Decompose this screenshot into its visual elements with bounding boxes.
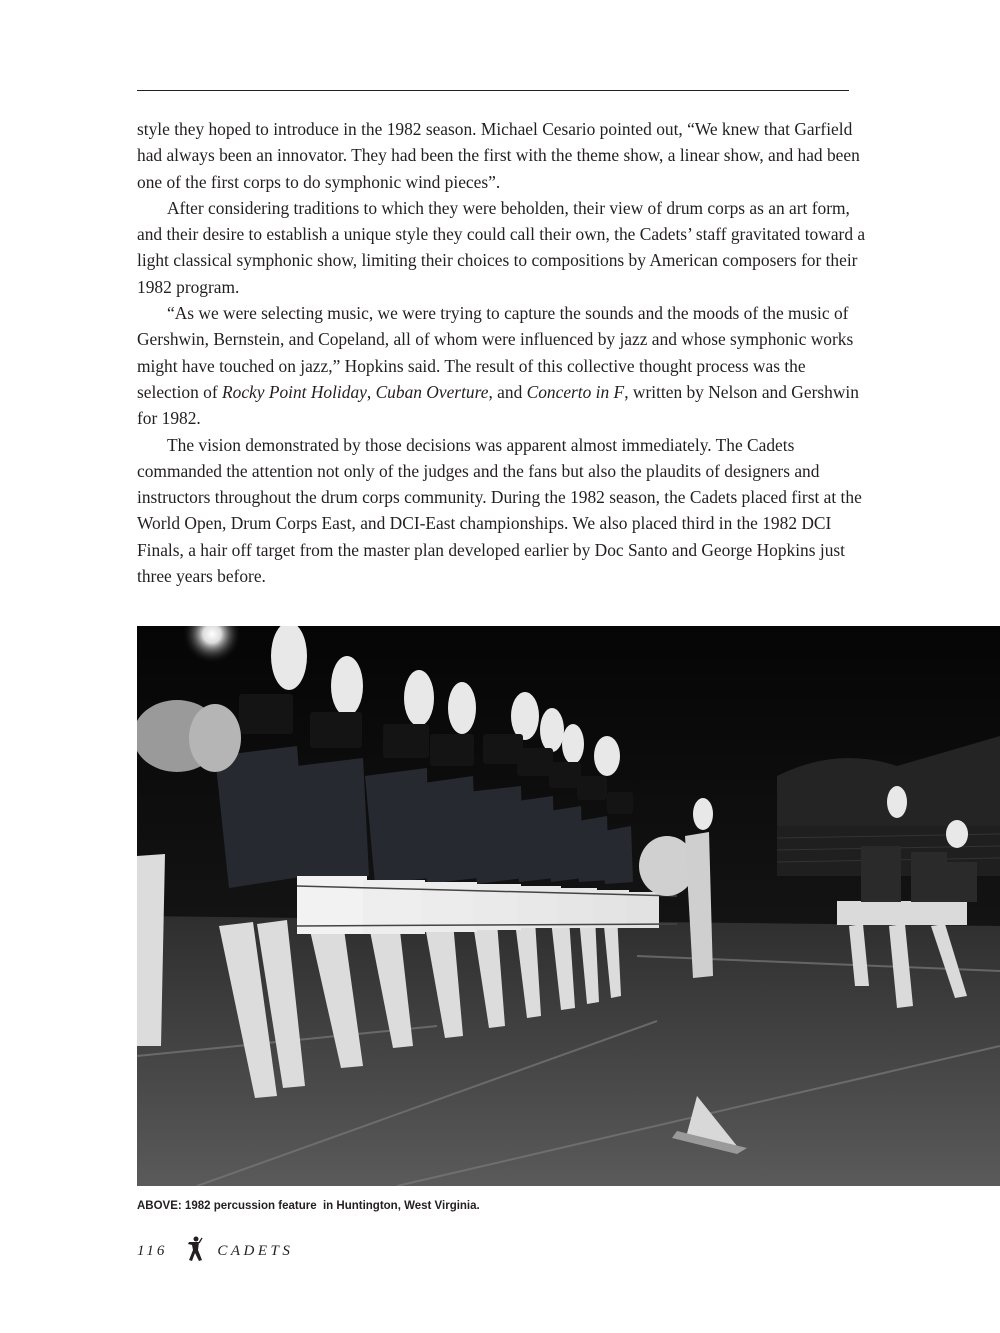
page-number: 116 [137,1242,168,1259]
paragraph-3-tail: , written by Nelson and Gershwin for 1982. [137,381,859,429]
drumline-photo [137,626,1000,1186]
article-body [137,116,867,589]
title-concerto-in-f: Concerto in F [526,381,625,402]
paragraph-4: The vision demonstrated by those decisions was apparent almost immediately. The Cadets commanded the attention not only of the judges and the fans but also the plaudits of designers and instructors throughout the drum corps community. During the 1982 season, the Cadets placed first at the World Open, Drum Corps East, and DCI-East championships. We also placed third in the 1982 DCI Finals, a hair off target from the master plan developed earlier by Doc Santo and George Hopkins just three years before. [137,434,862,587]
paragraph-3-text: “As we were selecting music, we were trying to capture the sounds and the moods of the music of Gershwin, Bernstein, and Copeland, all of whom were influenced by jazz and whose symphonic works might have touched on jazz,” Hopkins said. The result of this collective thought process was the selection of [137,303,854,402]
title-rocky-point-holiday: Rocky Point Holiday [222,381,367,402]
paragraph-1: style they hoped to introduce in the 1982 season. Michael Cesario pointed out, “We knew that Garfield had always been an innovator. They had been the first with the theme show, a linear show, and had been one of the first corps to do symphonic wind pieces”. [137,119,860,192]
title-cuban-overture: Cuban Overture [375,381,489,402]
section-title: CADETS [217,1242,294,1259]
photo-caption: ABOVE: 1982 percussion feature in Huntington, West Virginia. [137,1200,480,1212]
header-rule [137,90,849,91]
paragraph-2: After considering traditions to which they were beholden, their view of drum corps as an art form, and their desire to establish a unique style they could call their own, the Cadets’ staff gravitated toward a light classical symphonic show, limiting their choices to compositions by American composers for their 1982 program. [137,197,866,297]
paragraph-3 [137,300,867,431]
page-footer [137,1236,293,1266]
drum-major-figure-icon [187,1236,203,1267]
separator: , [366,381,376,402]
separator: , and [488,381,527,402]
